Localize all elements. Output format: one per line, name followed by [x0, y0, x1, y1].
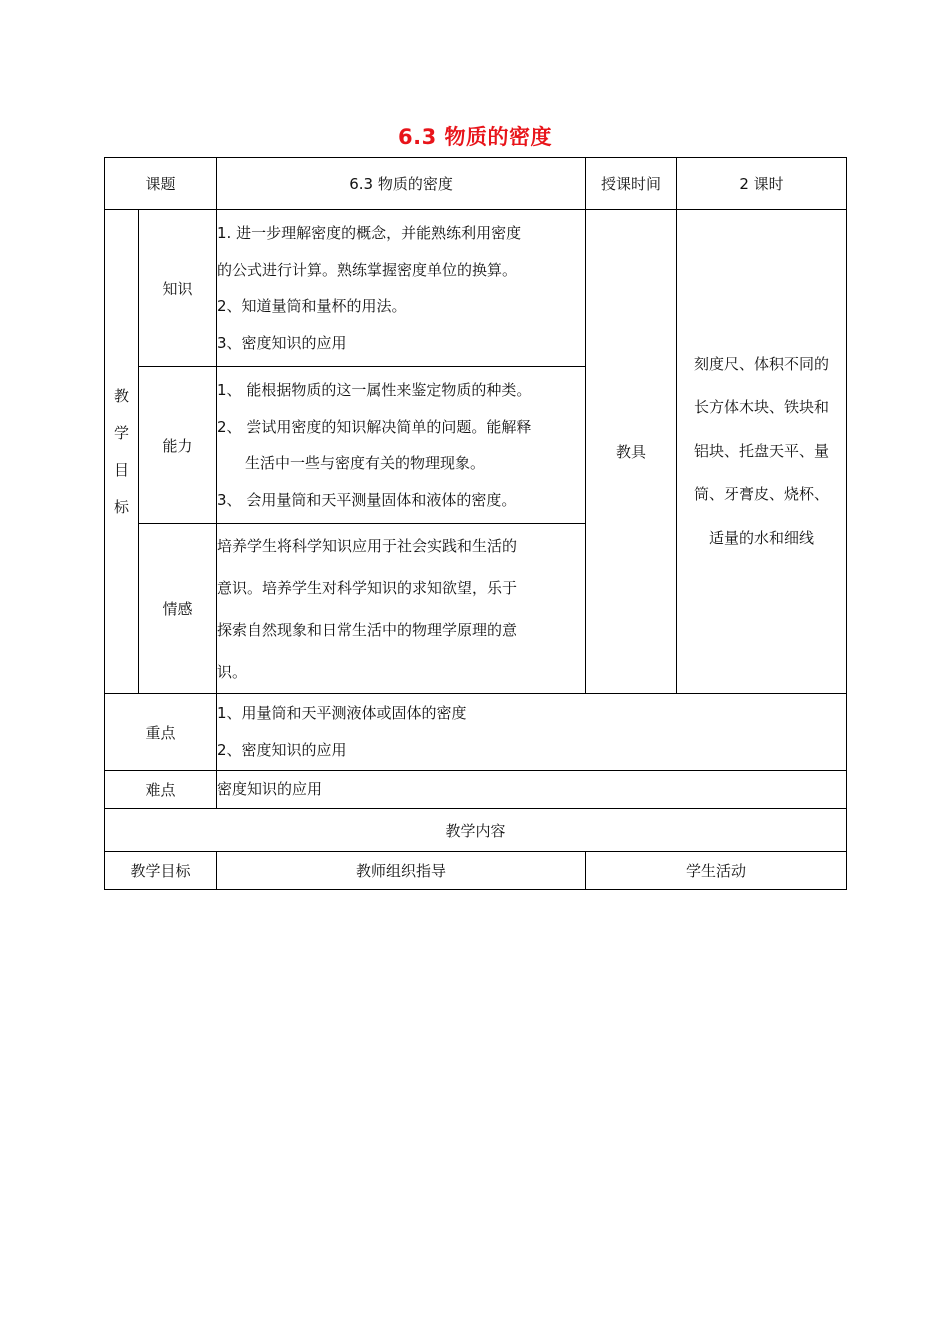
columns-row	[105, 852, 847, 890]
topic-value: 6.3 物质的密度	[217, 158, 586, 210]
ability-line: 生活中一些与密度有关的物理现象。	[245, 454, 486, 472]
time-value: 2 课时	[677, 158, 847, 210]
key-points-row	[105, 694, 847, 771]
emotion-line: 意识。培养学生对科学知识的求知欲望，乐于	[217, 578, 518, 597]
content-header: 教学内容	[105, 809, 847, 852]
objective-knowledge-row	[105, 210, 847, 367]
knowledge-label: 知识	[139, 210, 217, 367]
knowledge-line: 2、知道量筒和量杯的用法。	[217, 297, 407, 315]
column-objectives: 教学目标	[105, 852, 217, 890]
objectives-label	[105, 210, 139, 694]
objectives-label-char: 标	[113, 497, 129, 516]
difficulty-label: 难点	[105, 771, 217, 809]
ability-content	[217, 367, 586, 524]
header-row	[105, 158, 847, 210]
emotion-label: 情感	[139, 524, 217, 694]
objectives-label-char: 教	[113, 386, 129, 405]
tools-line: 铝块、托盘天平、量	[694, 441, 830, 460]
key-points-content	[217, 694, 847, 771]
ability-line: 3、 会用量筒和天平测量固体和液体的密度。	[217, 490, 517, 509]
lesson-plan-table	[104, 157, 847, 890]
difficulty-row	[105, 771, 847, 809]
tools-line: 适量的水和细线	[709, 528, 815, 547]
topic-label: 课题	[105, 158, 217, 210]
ability-line: 2、 尝试用密度的知识解决简单的问题。能解释	[217, 417, 532, 436]
time-label: 授课时间	[586, 158, 677, 210]
difficulty-text: 密度知识的应用	[217, 780, 323, 798]
knowledge-line: 的公式进行计算。熟练掌握密度单位的换算。	[217, 260, 518, 279]
knowledge-line: 1. 进一步理解密度的概念，并能熟练利用密度	[217, 224, 522, 242]
tools-label: 教具	[586, 210, 677, 694]
column-teacher-guidance: 教师组织指导	[217, 852, 586, 890]
emotion-line: 识。	[217, 662, 248, 681]
column-student-activity: 学生活动	[586, 852, 847, 890]
key-points-label: 重点	[105, 694, 217, 771]
knowledge-content	[217, 210, 586, 367]
emotion-line: 培养学生将科学知识应用于社会实践和生活的	[217, 536, 518, 555]
knowledge-line: 3、密度知识的应用	[217, 333, 347, 352]
key-point-line: 1、用量筒和天平测液体或固体的密度	[217, 704, 467, 722]
emotion-content	[217, 524, 586, 694]
content-header-row	[105, 809, 847, 852]
tools-line: 筒、牙膏皮、烧杯、	[694, 485, 830, 504]
objectives-label-char: 目	[113, 460, 129, 479]
emotion-line: 探索自然现象和日常生活中的物理学原理的意	[217, 620, 518, 639]
ability-line: 1、 能根据物质的这一属性来鉴定物质的种类。	[217, 381, 532, 399]
tools-line: 刻度尺、体积不同的	[694, 354, 830, 373]
key-point-line: 2、密度知识的应用	[217, 741, 347, 759]
ability-label: 能力	[139, 367, 217, 524]
objectives-label-char: 学	[113, 423, 129, 442]
difficulty-content	[217, 771, 847, 809]
tools-content	[677, 210, 847, 694]
page-title: 6.3 物质的密度	[397, 125, 552, 149]
tools-line: 长方体木块、铁块和	[694, 398, 830, 417]
